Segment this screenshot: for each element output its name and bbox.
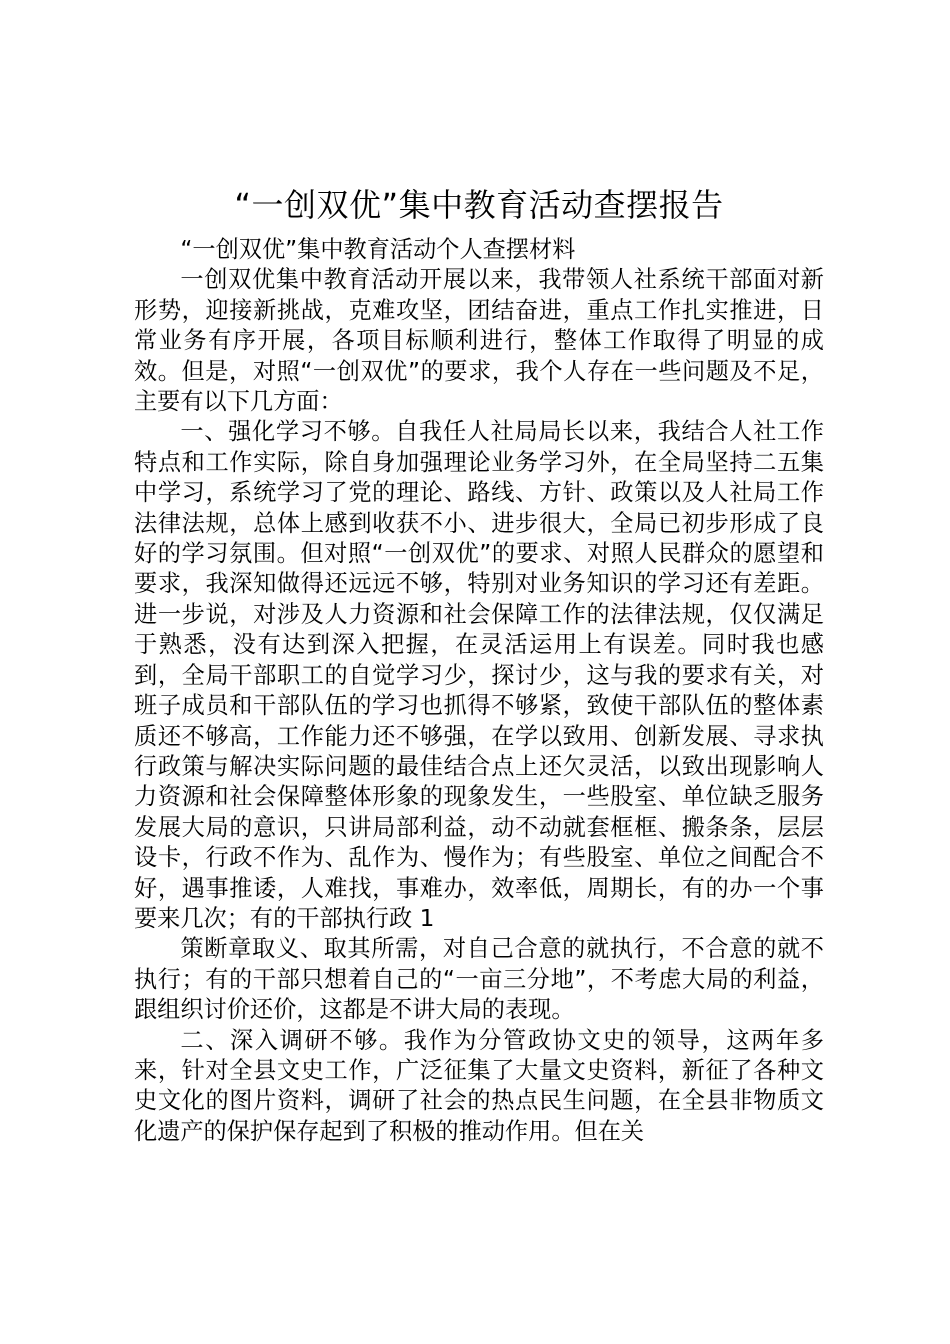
document-title: “一创双优”集中教育活动查摆报告 <box>234 186 724 224</box>
document-body <box>134 235 824 1147</box>
section-one-paragraph: 一、强化学习不够。自我任人社局局长以来，我结合人社工作特点和工作实际，除自身加强理论业务学习外，在全局坚持二五集中学习，系统学习了党的理论、路线、方针、政策以及人社局工作法律法规，总体上感到收获不小、进步很大，全局已初步形成了良好的学习氛围。但对照“一创双优”的要求、对照人民群众的愿望和要求，我深知做得还远远不够，特别对业务知识的学习还有差距。进一步说，对涉及人力资源和社会保障工作的法律法规，仅仅满足于熟悉，没有达到深入把握，在灵活运用上有误差。同时我也感到，全局干部职工的自觉学习少，探讨少，这与我的要求有关，对班子成员和干部队伍的学习也抓得不够紧，致使干部队伍的整体素质还不够高，工作能力还不够强，在学以致用、创新发展、寻求执行政策与解决实际问题的最佳结合点上还欠灵活，以致出现影响人力资源和社会保障整体形象的现象发生，一些股室、单位缺乏服务发展大局的意识，只讲局部利益，动不动就套框框、搬条条，层层设卡，行政不作为、乱作为、慢作为；有些股室、单位之间配合不好，遇事推诿，人难找，事难办，效率低，周期长，有的办一个事要来几次；有的干部执行政 1 <box>134 418 824 932</box>
subtitle-paragraph: “一创双优”集中教育活动个人查摆材料 <box>180 236 576 263</box>
intro-paragraph: 一创双优集中教育活动开展以来，我带领人社系统干部面对新形势，迎接新挑战，克难攻坚，团结奋进，重点工作扎实推进，日常业务有序开展，各项目标顺利进行，整体工作取得了明显的成效。但是，对照“一创双优”的要求，我个人存在一些问题及不足，主要有以下几方面： <box>134 266 824 416</box>
section-two-paragraph: 二、深入调研不够。我作为分管政协文史的领导，这两年多来，针对全县文史工作，广泛征集了大量文史资料，新征了各种文史文化的图片资料，调研了社会的热点民生问题，在全县非物质文化遗产的保护保存起到了积极的推动作用。但在关 <box>134 1026 824 1145</box>
section-one-continued-paragraph: 策断章取义、取其所需，对自己合意的就执行，不合意的就不执行；有的干部只想着自己的“一亩三分地”，不考虑大局的利益，跟组织讨价还价，这都是不讲大局的表现。 <box>134 935 824 1024</box>
